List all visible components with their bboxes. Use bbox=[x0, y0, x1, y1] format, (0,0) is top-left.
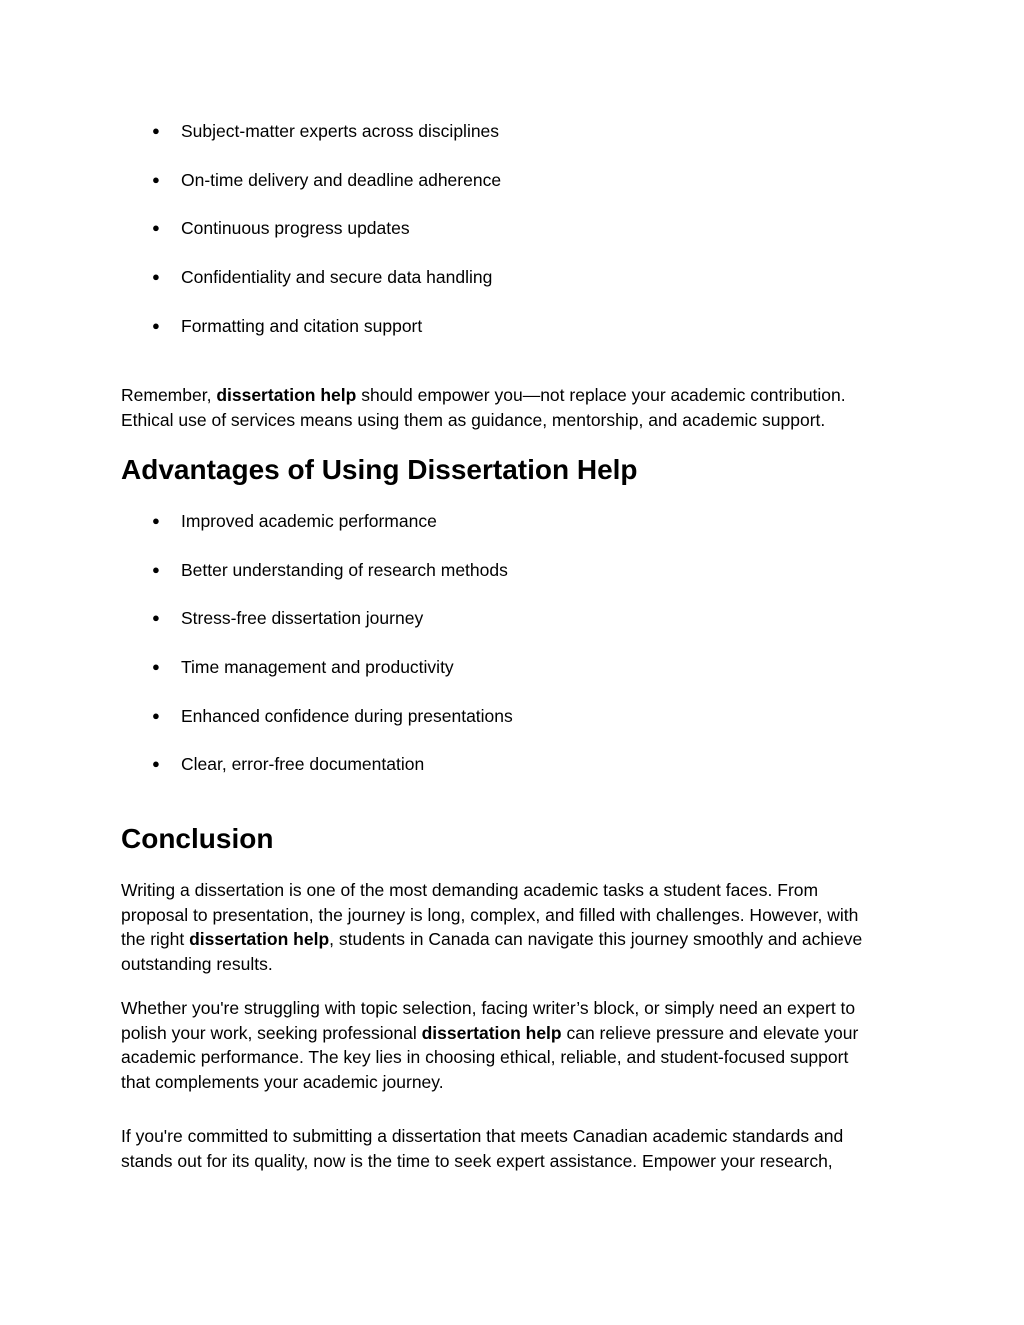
paragraph-line: that complements your academic journey. bbox=[121, 1071, 444, 1092]
text-run: the right bbox=[121, 929, 190, 949]
text-run: should empower you—not replace your academic contribution. bbox=[356, 385, 846, 405]
paragraph-line: Ethical use of services means using them as guidance, mentorship, and academic support. bbox=[121, 409, 826, 430]
bullet-icon: ● bbox=[152, 269, 160, 284]
paragraph-line: academic performance. The key lies in choosing ethical, reliable, and student-focused support bbox=[121, 1047, 849, 1067]
text-run: can relieve pressure and elevate your bbox=[561, 1022, 859, 1043]
list-item-text: Time management and productivity bbox=[181, 657, 454, 677]
bullet-icon: ● bbox=[152, 562, 160, 577]
bullet-icon: ● bbox=[152, 513, 160, 528]
list-item-text: Continuous progress updates bbox=[181, 218, 410, 238]
conclusion-paragraph-1 bbox=[121, 878, 911, 976]
text-run: Remember, bbox=[121, 385, 217, 405]
list-item-text: Better understanding of research methods bbox=[181, 560, 508, 580]
list-item-text: Stress-free dissertation journey bbox=[181, 608, 424, 628]
list-item-text: Confidentiality and secure data handling bbox=[181, 267, 493, 287]
bullet-icon: ● bbox=[152, 318, 160, 333]
list-item-text: Clear, error-free documentation bbox=[181, 754, 425, 774]
list-item-text: Improved academic performance bbox=[181, 511, 437, 531]
bold-keyword: dissertation help bbox=[421, 1022, 562, 1043]
bold-keyword: dissertation help bbox=[189, 929, 330, 949]
paragraph-line: outstanding results. bbox=[121, 953, 273, 974]
bullet-icon: ● bbox=[152, 220, 160, 235]
conclusion-heading: Conclusion bbox=[121, 823, 274, 854]
text-run: , students in Canada can navigate this journey smoothly and achieve bbox=[329, 929, 863, 949]
bullet-icon: ● bbox=[152, 610, 160, 625]
bullet-icon: ● bbox=[152, 708, 160, 723]
paragraph-line: stands out for its quality, now is the time to seek expert assistance. Empower your research, bbox=[121, 1150, 833, 1171]
conclusion-paragraph-2 bbox=[121, 996, 911, 1094]
paragraph-line bbox=[121, 927, 911, 952]
conclusion-paragraph-3 bbox=[121, 1124, 911, 1173]
list-item-text: On-time delivery and deadline adherence bbox=[181, 170, 502, 190]
reminder-paragraph bbox=[121, 383, 911, 432]
paragraph-line: If you're committed to submitting a dissertation that meets Canadian academic standards and bbox=[121, 1126, 844, 1146]
paragraph-line bbox=[121, 383, 911, 408]
paragraph-line: proposal to presentation, the journey is long, complex, and filled with challenges. However, with bbox=[121, 904, 859, 925]
advantages-heading: Advantages of Using Dissertation Help bbox=[121, 454, 638, 485]
bullet-icon: ● bbox=[152, 172, 160, 187]
bullet-icon: ● bbox=[152, 123, 160, 138]
paragraph-line: Whether you're struggling with topic selection, facing writer’s block, or simply need an expert to bbox=[121, 998, 856, 1018]
text-run: polish your work, seeking professional bbox=[121, 1022, 422, 1043]
bold-keyword: dissertation help bbox=[216, 385, 357, 405]
bullet-icon: ● bbox=[152, 756, 160, 771]
list-item-text: Enhanced confidence during presentations bbox=[181, 706, 513, 726]
paragraph-line bbox=[121, 1021, 911, 1046]
list-item-text: Formatting and citation support bbox=[181, 316, 423, 336]
bullet-icon: ● bbox=[152, 659, 160, 674]
paragraph-line: Writing a dissertation is one of the most demanding academic tasks a student faces. From bbox=[121, 880, 819, 900]
list-item-text: Subject-matter experts across disciplines bbox=[181, 121, 500, 141]
